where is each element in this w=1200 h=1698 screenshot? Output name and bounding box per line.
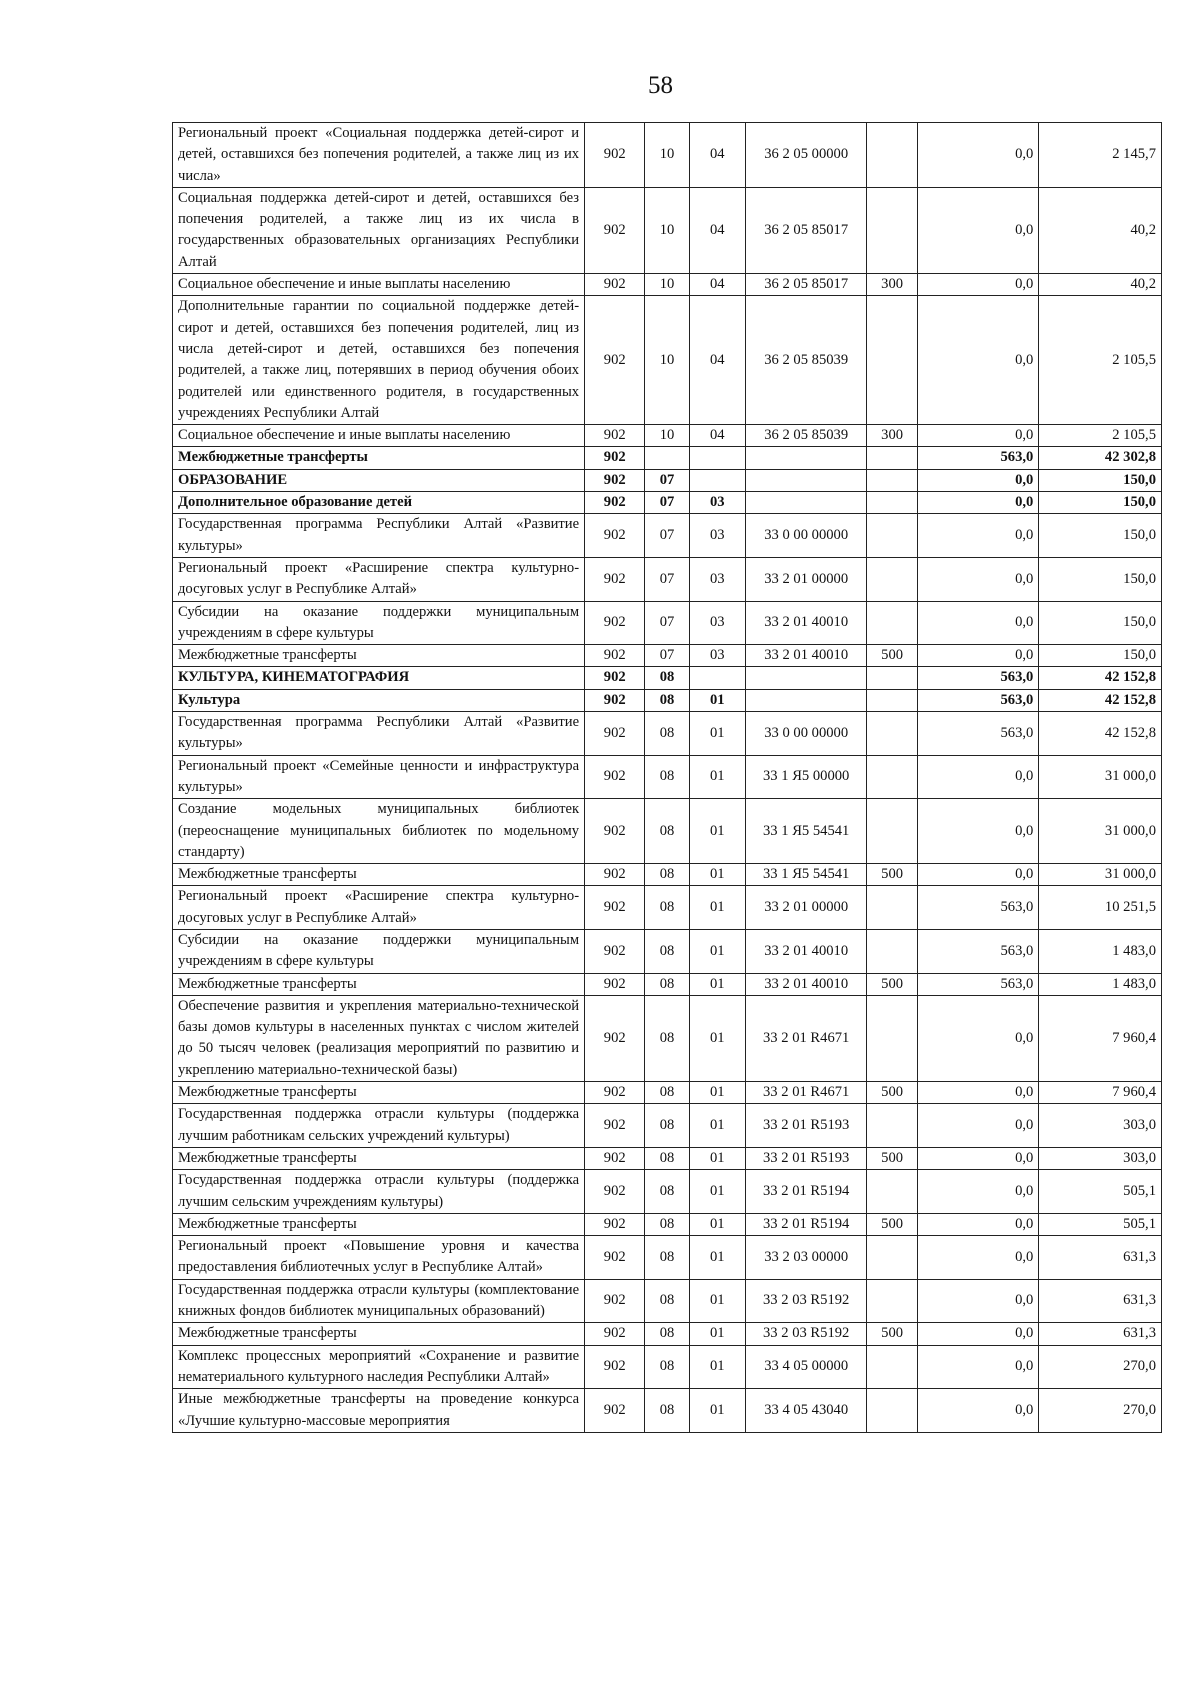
amount-2-cell: 42 152,8 [1039, 712, 1162, 756]
subsection-code-cell: 04 [689, 296, 745, 425]
amount-2-cell: 40,2 [1039, 274, 1162, 296]
grbs-code-cell: 902 [585, 447, 645, 469]
item-name-cell: Государственная программа Республики Алтай «Развитие культуры» [173, 514, 585, 558]
subsection-code-cell: 01 [689, 1323, 745, 1345]
table-row [173, 514, 1162, 558]
item-name-cell: Государственная поддержка отрасли культуры (комплектование книжных фондов библиотек муниципальных образований) [173, 1279, 585, 1323]
section-code-cell: 08 [645, 886, 689, 930]
amount-2-cell: 42 152,8 [1039, 667, 1162, 689]
amount-1-cell: 0,0 [917, 1147, 1039, 1169]
amount-1-cell: 0,0 [917, 1389, 1039, 1433]
target-article-cell [745, 667, 867, 689]
amount-1-cell: 563,0 [917, 886, 1039, 930]
expense-type-cell [867, 123, 917, 188]
grbs-code-cell: 902 [585, 929, 645, 973]
amount-2-cell: 270,0 [1039, 1345, 1162, 1389]
expense-type-cell [867, 1170, 917, 1214]
amount-1-cell: 0,0 [917, 557, 1039, 601]
section-code-cell: 08 [645, 712, 689, 756]
expense-type-cell: 500 [867, 864, 917, 886]
grbs-code-cell: 902 [585, 514, 645, 558]
grbs-code-cell: 902 [585, 274, 645, 296]
amount-1-cell: 563,0 [917, 447, 1039, 469]
grbs-code-cell: 902 [585, 689, 645, 711]
target-article-cell: 36 2 05 00000 [745, 123, 867, 188]
amount-2-cell: 270,0 [1039, 1389, 1162, 1433]
expense-type-cell [867, 689, 917, 711]
amount-2-cell: 150,0 [1039, 557, 1162, 601]
grbs-code-cell: 902 [585, 973, 645, 995]
subsection-code-cell: 01 [689, 1170, 745, 1214]
table-row [173, 886, 1162, 930]
budget-table-body [173, 123, 1162, 1433]
amount-1-cell: 0,0 [917, 645, 1039, 667]
subsection-code-cell: 01 [689, 1213, 745, 1235]
amount-2-cell: 31 000,0 [1039, 799, 1162, 864]
table-row [173, 864, 1162, 886]
subsection-code-cell: 01 [689, 973, 745, 995]
table-row [173, 187, 1162, 273]
item-name-cell: Государственная программа Республики Алтай «Развитие культуры» [173, 712, 585, 756]
grbs-code-cell: 902 [585, 492, 645, 514]
target-article-cell: 33 2 01 40010 [745, 929, 867, 973]
subsection-code-cell: 04 [689, 274, 745, 296]
target-article-cell: 33 2 01 00000 [745, 557, 867, 601]
amount-1-cell: 0,0 [917, 1170, 1039, 1214]
grbs-code-cell: 902 [585, 864, 645, 886]
subsection-code-cell: 03 [689, 601, 745, 645]
item-name-cell: Межбюджетные трансферты [173, 645, 585, 667]
section-code-cell: 08 [645, 1345, 689, 1389]
section-code-cell: 10 [645, 425, 689, 447]
item-name-cell: Государственная поддержка отрасли культуры (поддержка лучшим работникам сельских учреждений культуры) [173, 1104, 585, 1148]
target-article-cell: 33 4 05 00000 [745, 1345, 867, 1389]
section-code-cell: 07 [645, 514, 689, 558]
amount-2-cell: 631,3 [1039, 1236, 1162, 1280]
item-name-cell: Региональный проект «Семейные ценности и инфраструктура культуры» [173, 755, 585, 799]
table-row [173, 557, 1162, 601]
table-row [173, 1345, 1162, 1389]
table-row [173, 1170, 1162, 1214]
subsection-code-cell [689, 469, 745, 491]
item-name-cell: Социальное обеспечение и иные выплаты населению [173, 425, 585, 447]
target-article-cell: 36 2 05 85017 [745, 187, 867, 273]
section-code-cell: 08 [645, 1236, 689, 1280]
grbs-code-cell: 902 [585, 1082, 645, 1104]
section-code-cell: 08 [645, 1213, 689, 1235]
grbs-code-cell: 902 [585, 1104, 645, 1148]
expense-type-cell: 500 [867, 1213, 917, 1235]
section-code-cell: 08 [645, 799, 689, 864]
expense-type-cell [867, 1345, 917, 1389]
grbs-code-cell: 902 [585, 799, 645, 864]
grbs-code-cell: 902 [585, 1170, 645, 1214]
table-row [173, 1104, 1162, 1148]
amount-1-cell: 0,0 [917, 492, 1039, 514]
subsection-code-cell: 01 [689, 1389, 745, 1433]
subsection-code-cell: 01 [689, 755, 745, 799]
subsection-code-cell: 01 [689, 689, 745, 711]
section-code-cell: 10 [645, 296, 689, 425]
item-name-cell: Межбюджетные трансферты [173, 864, 585, 886]
amount-2-cell: 150,0 [1039, 601, 1162, 645]
amount-2-cell: 150,0 [1039, 469, 1162, 491]
amount-2-cell: 10 251,5 [1039, 886, 1162, 930]
item-name-cell: ОБРАЗОВАНИЕ [173, 469, 585, 491]
expense-type-cell: 500 [867, 1082, 917, 1104]
table-row [173, 492, 1162, 514]
subsection-code-cell: 04 [689, 187, 745, 273]
expense-type-cell [867, 929, 917, 973]
target-article-cell: 33 1 Я5 54541 [745, 864, 867, 886]
subsection-code-cell [689, 667, 745, 689]
section-code-cell: 08 [645, 755, 689, 799]
table-row [173, 712, 1162, 756]
grbs-code-cell: 902 [585, 667, 645, 689]
section-code-cell [645, 447, 689, 469]
expense-type-cell: 300 [867, 274, 917, 296]
amount-2-cell: 303,0 [1039, 1147, 1162, 1169]
target-article-cell: 33 4 05 43040 [745, 1389, 867, 1433]
item-name-cell: Межбюджетные трансферты [173, 1213, 585, 1235]
table-row [173, 667, 1162, 689]
target-article-cell: 36 2 05 85039 [745, 425, 867, 447]
section-code-cell: 08 [645, 667, 689, 689]
subsection-code-cell: 01 [689, 929, 745, 973]
amount-2-cell: 1 483,0 [1039, 973, 1162, 995]
target-article-cell: 33 2 01 R4671 [745, 1082, 867, 1104]
target-article-cell: 33 2 01 40010 [745, 645, 867, 667]
expense-type-cell: 500 [867, 1147, 917, 1169]
table-row [173, 929, 1162, 973]
subsection-code-cell: 04 [689, 123, 745, 188]
item-name-cell: Межбюджетные трансферты [173, 973, 585, 995]
subsection-code-cell: 01 [689, 1082, 745, 1104]
table-row [173, 1236, 1162, 1280]
grbs-code-cell: 902 [585, 469, 645, 491]
amount-1-cell: 0,0 [917, 601, 1039, 645]
amount-2-cell: 42 152,8 [1039, 689, 1162, 711]
item-name-cell: КУЛЬТУРА, КИНЕМАТОГРАФИЯ [173, 667, 585, 689]
item-name-cell: Социальное обеспечение и иные выплаты населению [173, 274, 585, 296]
subsection-code-cell: 03 [689, 557, 745, 601]
amount-2-cell: 1 483,0 [1039, 929, 1162, 973]
expense-type-cell [867, 1236, 917, 1280]
table-row [173, 469, 1162, 491]
expense-type-cell: 500 [867, 1323, 917, 1345]
grbs-code-cell: 902 [585, 1147, 645, 1169]
subsection-code-cell: 01 [689, 1104, 745, 1148]
item-name-cell: Дополнительное образование детей [173, 492, 585, 514]
section-code-cell: 08 [645, 1279, 689, 1323]
amount-1-cell: 563,0 [917, 973, 1039, 995]
amount-2-cell: 7 960,4 [1039, 995, 1162, 1081]
expense-type-cell [867, 755, 917, 799]
amount-2-cell: 150,0 [1039, 514, 1162, 558]
table-row [173, 296, 1162, 425]
amount-1-cell: 0,0 [917, 755, 1039, 799]
amount-2-cell: 31 000,0 [1039, 864, 1162, 886]
subsection-code-cell [689, 447, 745, 469]
table-row [173, 1279, 1162, 1323]
amount-1-cell: 0,0 [917, 1323, 1039, 1345]
section-code-cell: 10 [645, 187, 689, 273]
table-row [173, 1147, 1162, 1169]
item-name-cell: Региональный проект «Социальная поддержка детей-сирот и детей, оставшихся без попечения родителей, а также лиц из их числа» [173, 123, 585, 188]
section-code-cell: 08 [645, 1082, 689, 1104]
target-article-cell: 33 2 01 R5194 [745, 1213, 867, 1235]
item-name-cell: Культура [173, 689, 585, 711]
amount-1-cell: 0,0 [917, 1345, 1039, 1389]
expense-type-cell: 500 [867, 645, 917, 667]
item-name-cell: Дополнительные гарантии по социальной поддержке детей-сирот и детей, оставшихся без попечения родителей, лиц из числа детей-сирот и детей, оставшихся без попечения родителей, а также лиц, потерявших в период обучения обоих родителей или единственного родителя, в государственных учреждениях Республики Алтай [173, 296, 585, 425]
grbs-code-cell: 902 [585, 1389, 645, 1433]
expense-type-cell [867, 1389, 917, 1433]
expense-type-cell [867, 187, 917, 273]
section-code-cell: 08 [645, 929, 689, 973]
table-row [173, 689, 1162, 711]
expense-type-cell [867, 1104, 917, 1148]
target-article-cell [745, 689, 867, 711]
budget-table [172, 122, 1162, 1433]
item-name-cell: Межбюджетные трансферты [173, 1147, 585, 1169]
amount-1-cell: 0,0 [917, 864, 1039, 886]
section-code-cell: 07 [645, 557, 689, 601]
item-name-cell: Создание модельных муниципальных библиотек (переоснащение муниципальных библиотек по модельному стандарту) [173, 799, 585, 864]
section-code-cell: 08 [645, 1389, 689, 1433]
section-code-cell: 08 [645, 973, 689, 995]
table-row [173, 645, 1162, 667]
expense-type-cell [867, 667, 917, 689]
table-row [173, 1213, 1162, 1235]
grbs-code-cell: 902 [585, 601, 645, 645]
section-code-cell: 07 [645, 645, 689, 667]
expense-type-cell [867, 447, 917, 469]
grbs-code-cell: 902 [585, 557, 645, 601]
table-row [173, 799, 1162, 864]
amount-2-cell: 505,1 [1039, 1213, 1162, 1235]
amount-2-cell: 7 960,4 [1039, 1082, 1162, 1104]
amount-2-cell: 40,2 [1039, 187, 1162, 273]
grbs-code-cell: 902 [585, 1213, 645, 1235]
grbs-code-cell: 902 [585, 1345, 645, 1389]
amount-1-cell: 0,0 [917, 514, 1039, 558]
table-row [173, 995, 1162, 1081]
subsection-code-cell: 01 [689, 1147, 745, 1169]
item-name-cell: Социальная поддержка детей-сирот и детей, оставшихся без попечения родителей, а также лиц из их числа в государственных образовательных организациях Республики Алтай [173, 187, 585, 273]
section-code-cell: 10 [645, 274, 689, 296]
amount-1-cell: 0,0 [917, 1279, 1039, 1323]
amount-2-cell: 150,0 [1039, 645, 1162, 667]
grbs-code-cell: 902 [585, 995, 645, 1081]
expense-type-cell [867, 995, 917, 1081]
target-article-cell: 33 2 01 R5194 [745, 1170, 867, 1214]
item-name-cell: Межбюджетные трансферты [173, 1323, 585, 1345]
subsection-code-cell: 03 [689, 645, 745, 667]
amount-2-cell: 2 145,7 [1039, 123, 1162, 188]
table-row [173, 601, 1162, 645]
item-name-cell: Региональный проект «Расширение спектра культурно-досуговых услуг в Республике Алтай» [173, 886, 585, 930]
expense-type-cell: 500 [867, 973, 917, 995]
target-article-cell: 33 2 01 R4671 [745, 995, 867, 1081]
target-article-cell: 33 0 00 00000 [745, 712, 867, 756]
section-code-cell: 07 [645, 601, 689, 645]
subsection-code-cell: 01 [689, 886, 745, 930]
target-article-cell [745, 492, 867, 514]
target-article-cell: 36 2 05 85039 [745, 296, 867, 425]
subsection-code-cell: 01 [689, 995, 745, 1081]
grbs-code-cell: 902 [585, 123, 645, 188]
subsection-code-cell: 03 [689, 492, 745, 514]
expense-type-cell [867, 712, 917, 756]
table-row [173, 274, 1162, 296]
subsection-code-cell: 03 [689, 514, 745, 558]
amount-1-cell: 563,0 [917, 712, 1039, 756]
target-article-cell: 33 2 03 00000 [745, 1236, 867, 1280]
expense-type-cell [867, 492, 917, 514]
amount-1-cell: 0,0 [917, 1104, 1039, 1148]
subsection-code-cell: 04 [689, 425, 745, 447]
target-article-cell: 33 1 Я5 54541 [745, 799, 867, 864]
grbs-code-cell: 902 [585, 1236, 645, 1280]
amount-2-cell: 2 105,5 [1039, 425, 1162, 447]
target-article-cell: 33 0 00 00000 [745, 514, 867, 558]
section-code-cell: 08 [645, 864, 689, 886]
target-article-cell: 33 2 01 R5193 [745, 1104, 867, 1148]
table-row [173, 1082, 1162, 1104]
section-code-cell: 08 [645, 689, 689, 711]
page-number: 58 [648, 72, 673, 99]
grbs-code-cell: 902 [585, 755, 645, 799]
section-code-cell: 08 [645, 1170, 689, 1214]
amount-1-cell: 0,0 [917, 469, 1039, 491]
subsection-code-cell: 01 [689, 1279, 745, 1323]
grbs-code-cell: 902 [585, 425, 645, 447]
item-name-cell: Субсидии на оказание поддержки муниципальным учреждениям в сфере культуры [173, 929, 585, 973]
subsection-code-cell: 01 [689, 1345, 745, 1389]
item-name-cell: Государственная поддержка отрасли культуры (поддержка лучшим сельским учреждениям культуры) [173, 1170, 585, 1214]
amount-1-cell: 0,0 [917, 296, 1039, 425]
item-name-cell: Иные межбюджетные трансферты на проведение конкурса «Лучшие культурно-массовые мероприятия [173, 1389, 585, 1433]
amount-2-cell: 303,0 [1039, 1104, 1162, 1148]
target-article-cell: 33 2 01 00000 [745, 886, 867, 930]
grbs-code-cell: 902 [585, 1279, 645, 1323]
section-code-cell: 07 [645, 492, 689, 514]
target-article-cell: 33 1 Я5 00000 [745, 755, 867, 799]
target-article-cell [745, 469, 867, 491]
amount-1-cell: 563,0 [917, 667, 1039, 689]
subsection-code-cell: 01 [689, 799, 745, 864]
subsection-code-cell: 01 [689, 864, 745, 886]
expense-type-cell: 300 [867, 425, 917, 447]
table-row [173, 1323, 1162, 1345]
expense-type-cell [867, 1279, 917, 1323]
item-name-cell: Межбюджетные трансферты [173, 447, 585, 469]
expense-type-cell [867, 601, 917, 645]
grbs-code-cell: 902 [585, 1323, 645, 1345]
amount-1-cell: 0,0 [917, 799, 1039, 864]
item-name-cell: Региональный проект «Повышение уровня и качества предоставления библиотечных услуг в Республике Алтай» [173, 1236, 585, 1280]
target-article-cell: 33 2 01 R5193 [745, 1147, 867, 1169]
amount-2-cell: 505,1 [1039, 1170, 1162, 1214]
item-name-cell: Комплекс процессных мероприятий «Сохранение и развитие нематериального культурного наследия Республики Алтай» [173, 1345, 585, 1389]
amount-1-cell: 0,0 [917, 1082, 1039, 1104]
grbs-code-cell: 902 [585, 645, 645, 667]
grbs-code-cell: 902 [585, 886, 645, 930]
section-code-cell: 08 [645, 995, 689, 1081]
table-row [173, 973, 1162, 995]
table-row [173, 425, 1162, 447]
table-row [173, 1389, 1162, 1433]
item-name-cell: Межбюджетные трансферты [173, 1082, 585, 1104]
amount-2-cell: 631,3 [1039, 1279, 1162, 1323]
target-article-cell: 36 2 05 85017 [745, 274, 867, 296]
table-row [173, 123, 1162, 188]
item-name-cell: Региональный проект «Расширение спектра культурно-досуговых услуг в Республике Алтай» [173, 557, 585, 601]
amount-1-cell: 0,0 [917, 1236, 1039, 1280]
item-name-cell: Обеспечение развития и укрепления материально-технической базы домов культуры в населенных пунктах с числом жителей до 50 тысяч человек (реализация мероприятий по развитию и укреплению материально-технической базы) [173, 995, 585, 1081]
target-article-cell: 33 2 03 R5192 [745, 1323, 867, 1345]
target-article-cell: 33 2 01 40010 [745, 973, 867, 995]
amount-1-cell: 0,0 [917, 1213, 1039, 1235]
grbs-code-cell: 902 [585, 712, 645, 756]
expense-type-cell [867, 799, 917, 864]
section-code-cell: 08 [645, 1147, 689, 1169]
subsection-code-cell: 01 [689, 712, 745, 756]
expense-type-cell [867, 514, 917, 558]
section-code-cell: 07 [645, 469, 689, 491]
amount-1-cell: 563,0 [917, 929, 1039, 973]
amount-2-cell: 150,0 [1039, 492, 1162, 514]
section-code-cell: 10 [645, 123, 689, 188]
amount-1-cell: 0,0 [917, 425, 1039, 447]
table-row [173, 447, 1162, 469]
amount-2-cell: 2 105,5 [1039, 296, 1162, 425]
amount-2-cell: 31 000,0 [1039, 755, 1162, 799]
subsection-code-cell: 01 [689, 1236, 745, 1280]
section-code-cell: 08 [645, 1104, 689, 1148]
amount-1-cell: 563,0 [917, 689, 1039, 711]
section-code-cell: 08 [645, 1323, 689, 1345]
item-name-cell: Субсидии на оказание поддержки муниципальным учреждениям в сфере культуры [173, 601, 585, 645]
amount-2-cell: 42 302,8 [1039, 447, 1162, 469]
expense-type-cell [867, 886, 917, 930]
grbs-code-cell: 902 [585, 296, 645, 425]
target-article-cell: 33 2 01 40010 [745, 601, 867, 645]
amount-1-cell: 0,0 [917, 187, 1039, 273]
target-article-cell: 33 2 03 R5192 [745, 1279, 867, 1323]
table-row [173, 755, 1162, 799]
target-article-cell [745, 447, 867, 469]
amount-2-cell: 631,3 [1039, 1323, 1162, 1345]
expense-type-cell [867, 557, 917, 601]
grbs-code-cell: 902 [585, 187, 645, 273]
amount-1-cell: 0,0 [917, 995, 1039, 1081]
expense-type-cell [867, 296, 917, 425]
expense-type-cell [867, 469, 917, 491]
amount-1-cell: 0,0 [917, 123, 1039, 188]
amount-1-cell: 0,0 [917, 274, 1039, 296]
